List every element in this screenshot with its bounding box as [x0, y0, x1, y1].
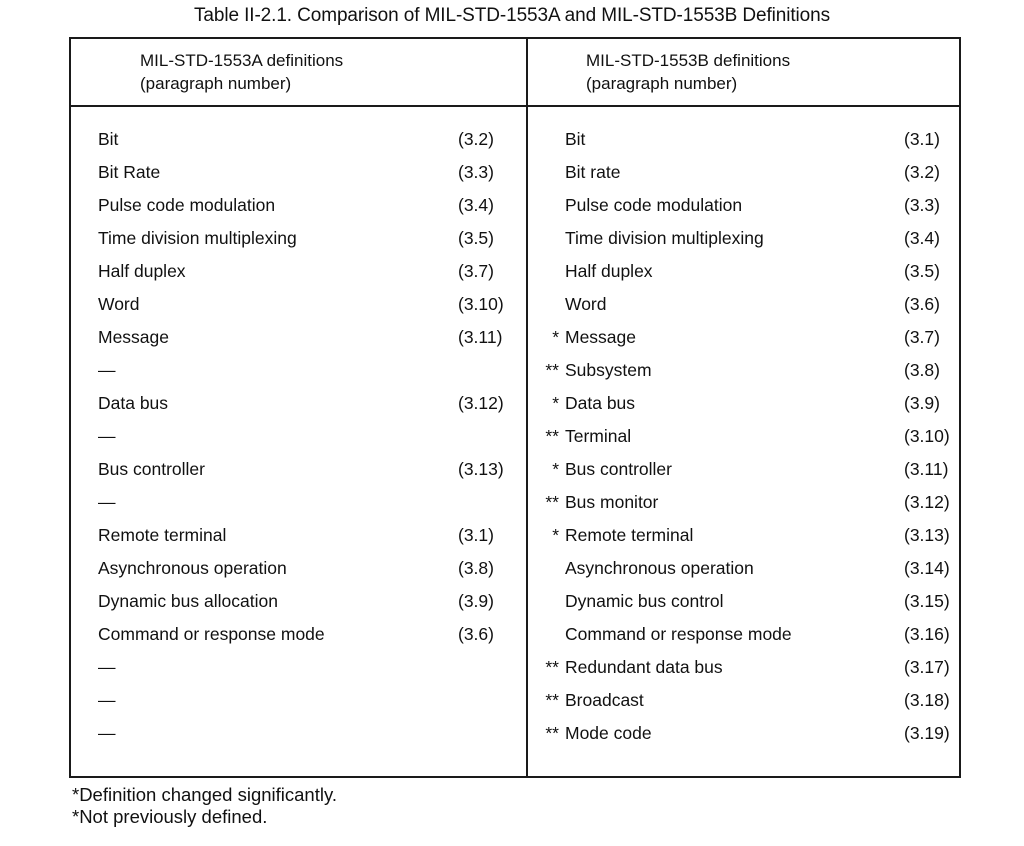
b-change-marker: *: [552, 459, 559, 479]
b-term: Pulse code modulation: [565, 195, 743, 215]
a-term: —: [98, 690, 116, 710]
header-1553b-title: MIL-STD-1553B definitions: [586, 51, 791, 70]
a-paragraph: (3.2): [458, 129, 494, 149]
a-term: Pulse code modulation: [98, 195, 276, 215]
a-term: —: [98, 426, 116, 446]
table-row: [71, 623, 959, 656]
b-paragraph: (3.3): [904, 195, 940, 215]
b-term: Bus monitor: [565, 492, 659, 512]
b-paragraph: (3.15): [904, 591, 950, 611]
footnote-new: *Not previously defined.: [72, 806, 268, 827]
table-row: [71, 293, 959, 326]
b-change-marker: *: [552, 327, 559, 347]
b-paragraph: (3.19): [904, 723, 950, 743]
b-term: Half duplex: [565, 261, 653, 281]
table-row: [71, 590, 959, 623]
a-paragraph: (3.1): [458, 525, 494, 545]
a-paragraph: (3.5): [458, 228, 494, 248]
b-change-marker: **: [545, 492, 559, 512]
a-term: —: [98, 723, 116, 743]
a-term: Word: [98, 294, 140, 314]
b-change-marker: *: [552, 393, 559, 413]
table-row: [71, 491, 959, 524]
header-1553b: [586, 49, 790, 95]
b-term: Remote terminal: [565, 525, 694, 545]
a-term: —: [98, 492, 116, 512]
b-paragraph: (3.14): [904, 558, 950, 578]
table-row: [71, 557, 959, 590]
b-term: Data bus: [565, 393, 636, 413]
table-row: [71, 326, 959, 359]
b-paragraph: (3.18): [904, 690, 950, 710]
b-paragraph: (3.10): [904, 426, 950, 446]
b-change-marker: *: [552, 525, 559, 545]
a-paragraph: (3.4): [458, 195, 494, 215]
b-paragraph: (3.6): [904, 294, 940, 314]
table-row: [71, 656, 959, 689]
table-row: [71, 425, 959, 458]
comparison-table: [69, 37, 961, 778]
b-paragraph: (3.9): [904, 393, 940, 413]
a-paragraph: (3.10): [458, 294, 504, 314]
table-row: [71, 260, 959, 293]
b-term: Message: [565, 327, 637, 347]
a-paragraph: (3.3): [458, 162, 494, 182]
table-row: [71, 689, 959, 722]
header-divider: [71, 105, 959, 107]
a-term: Remote terminal: [98, 525, 227, 545]
a-paragraph: (3.7): [458, 261, 494, 281]
table-row: [71, 128, 959, 161]
b-term: Mode code: [565, 723, 652, 743]
a-paragraph: (3.9): [458, 591, 494, 611]
footnotes: [72, 784, 337, 828]
b-paragraph: (3.5): [904, 261, 940, 281]
a-term: Data bus: [98, 393, 169, 413]
table-title: Table II-2.1. Comparison of MIL-STD-1553A and MIL-STD-1553B Definitions: [193, 5, 831, 26]
b-paragraph: (3.16): [904, 624, 950, 644]
table-row: [71, 524, 959, 557]
a-term: Asynchronous operation: [98, 558, 287, 578]
b-term: Subsystem: [565, 360, 652, 380]
a-term: Dynamic bus allocation: [98, 591, 278, 611]
b-paragraph: (3.2): [904, 162, 940, 182]
b-term: Word: [565, 294, 607, 314]
a-paragraph: (3.11): [458, 327, 503, 347]
table-row: [71, 194, 959, 227]
b-paragraph: (3.17): [904, 657, 950, 677]
b-paragraph: (3.13): [904, 525, 950, 545]
b-paragraph: (3.8): [904, 360, 940, 380]
a-paragraph: (3.8): [458, 558, 494, 578]
b-term: Broadcast: [565, 690, 644, 710]
a-paragraph: (3.13): [458, 459, 504, 479]
a-term: Time division multiplexing: [98, 228, 297, 248]
b-term: Asynchronous operation: [565, 558, 754, 578]
b-change-marker: **: [545, 360, 559, 380]
footnote-changed: *Definition changed significantly.: [72, 784, 337, 805]
a-paragraph: (3.12): [458, 393, 504, 413]
header-1553a: [140, 49, 343, 95]
b-paragraph: (3.1): [904, 129, 940, 149]
b-term: Bit: [565, 129, 586, 149]
a-term: Half duplex: [98, 261, 186, 281]
table-row: [71, 392, 959, 425]
header-1553b-subtitle: (paragraph number): [586, 74, 738, 93]
a-term: —: [98, 360, 116, 380]
a-paragraph: (3.6): [458, 624, 494, 644]
b-paragraph: (3.12): [904, 492, 950, 512]
b-change-marker: **: [545, 723, 559, 743]
a-term: Bus controller: [98, 459, 205, 479]
header-1553a-title: MIL-STD-1553A definitions: [140, 51, 344, 70]
table-row: [71, 458, 959, 491]
b-change-marker: **: [545, 657, 559, 677]
b-paragraph: (3.7): [904, 327, 940, 347]
header-1553a-subtitle: (paragraph number): [140, 74, 292, 93]
a-term: Bit: [98, 129, 119, 149]
b-paragraph: (3.4): [904, 228, 940, 248]
b-paragraph: (3.11): [904, 459, 949, 479]
a-term: —: [98, 657, 116, 677]
b-term: Command or response mode: [565, 624, 792, 644]
table-row: [71, 722, 959, 755]
a-term: Bit Rate: [98, 162, 161, 182]
b-term: Bus controller: [565, 459, 672, 479]
b-term: Time division multiplexing: [565, 228, 764, 248]
b-term: Terminal: [565, 426, 632, 446]
b-term: Bit rate: [565, 162, 621, 182]
b-term: Dynamic bus control: [565, 591, 724, 611]
table-row: [71, 161, 959, 194]
b-term: Redundant data bus: [565, 657, 723, 677]
table-row: [71, 227, 959, 260]
table-row: [71, 359, 959, 392]
b-change-marker: **: [545, 426, 559, 446]
a-term: Message: [98, 327, 170, 347]
a-term: Command or response mode: [98, 624, 325, 644]
b-change-marker: **: [545, 690, 559, 710]
